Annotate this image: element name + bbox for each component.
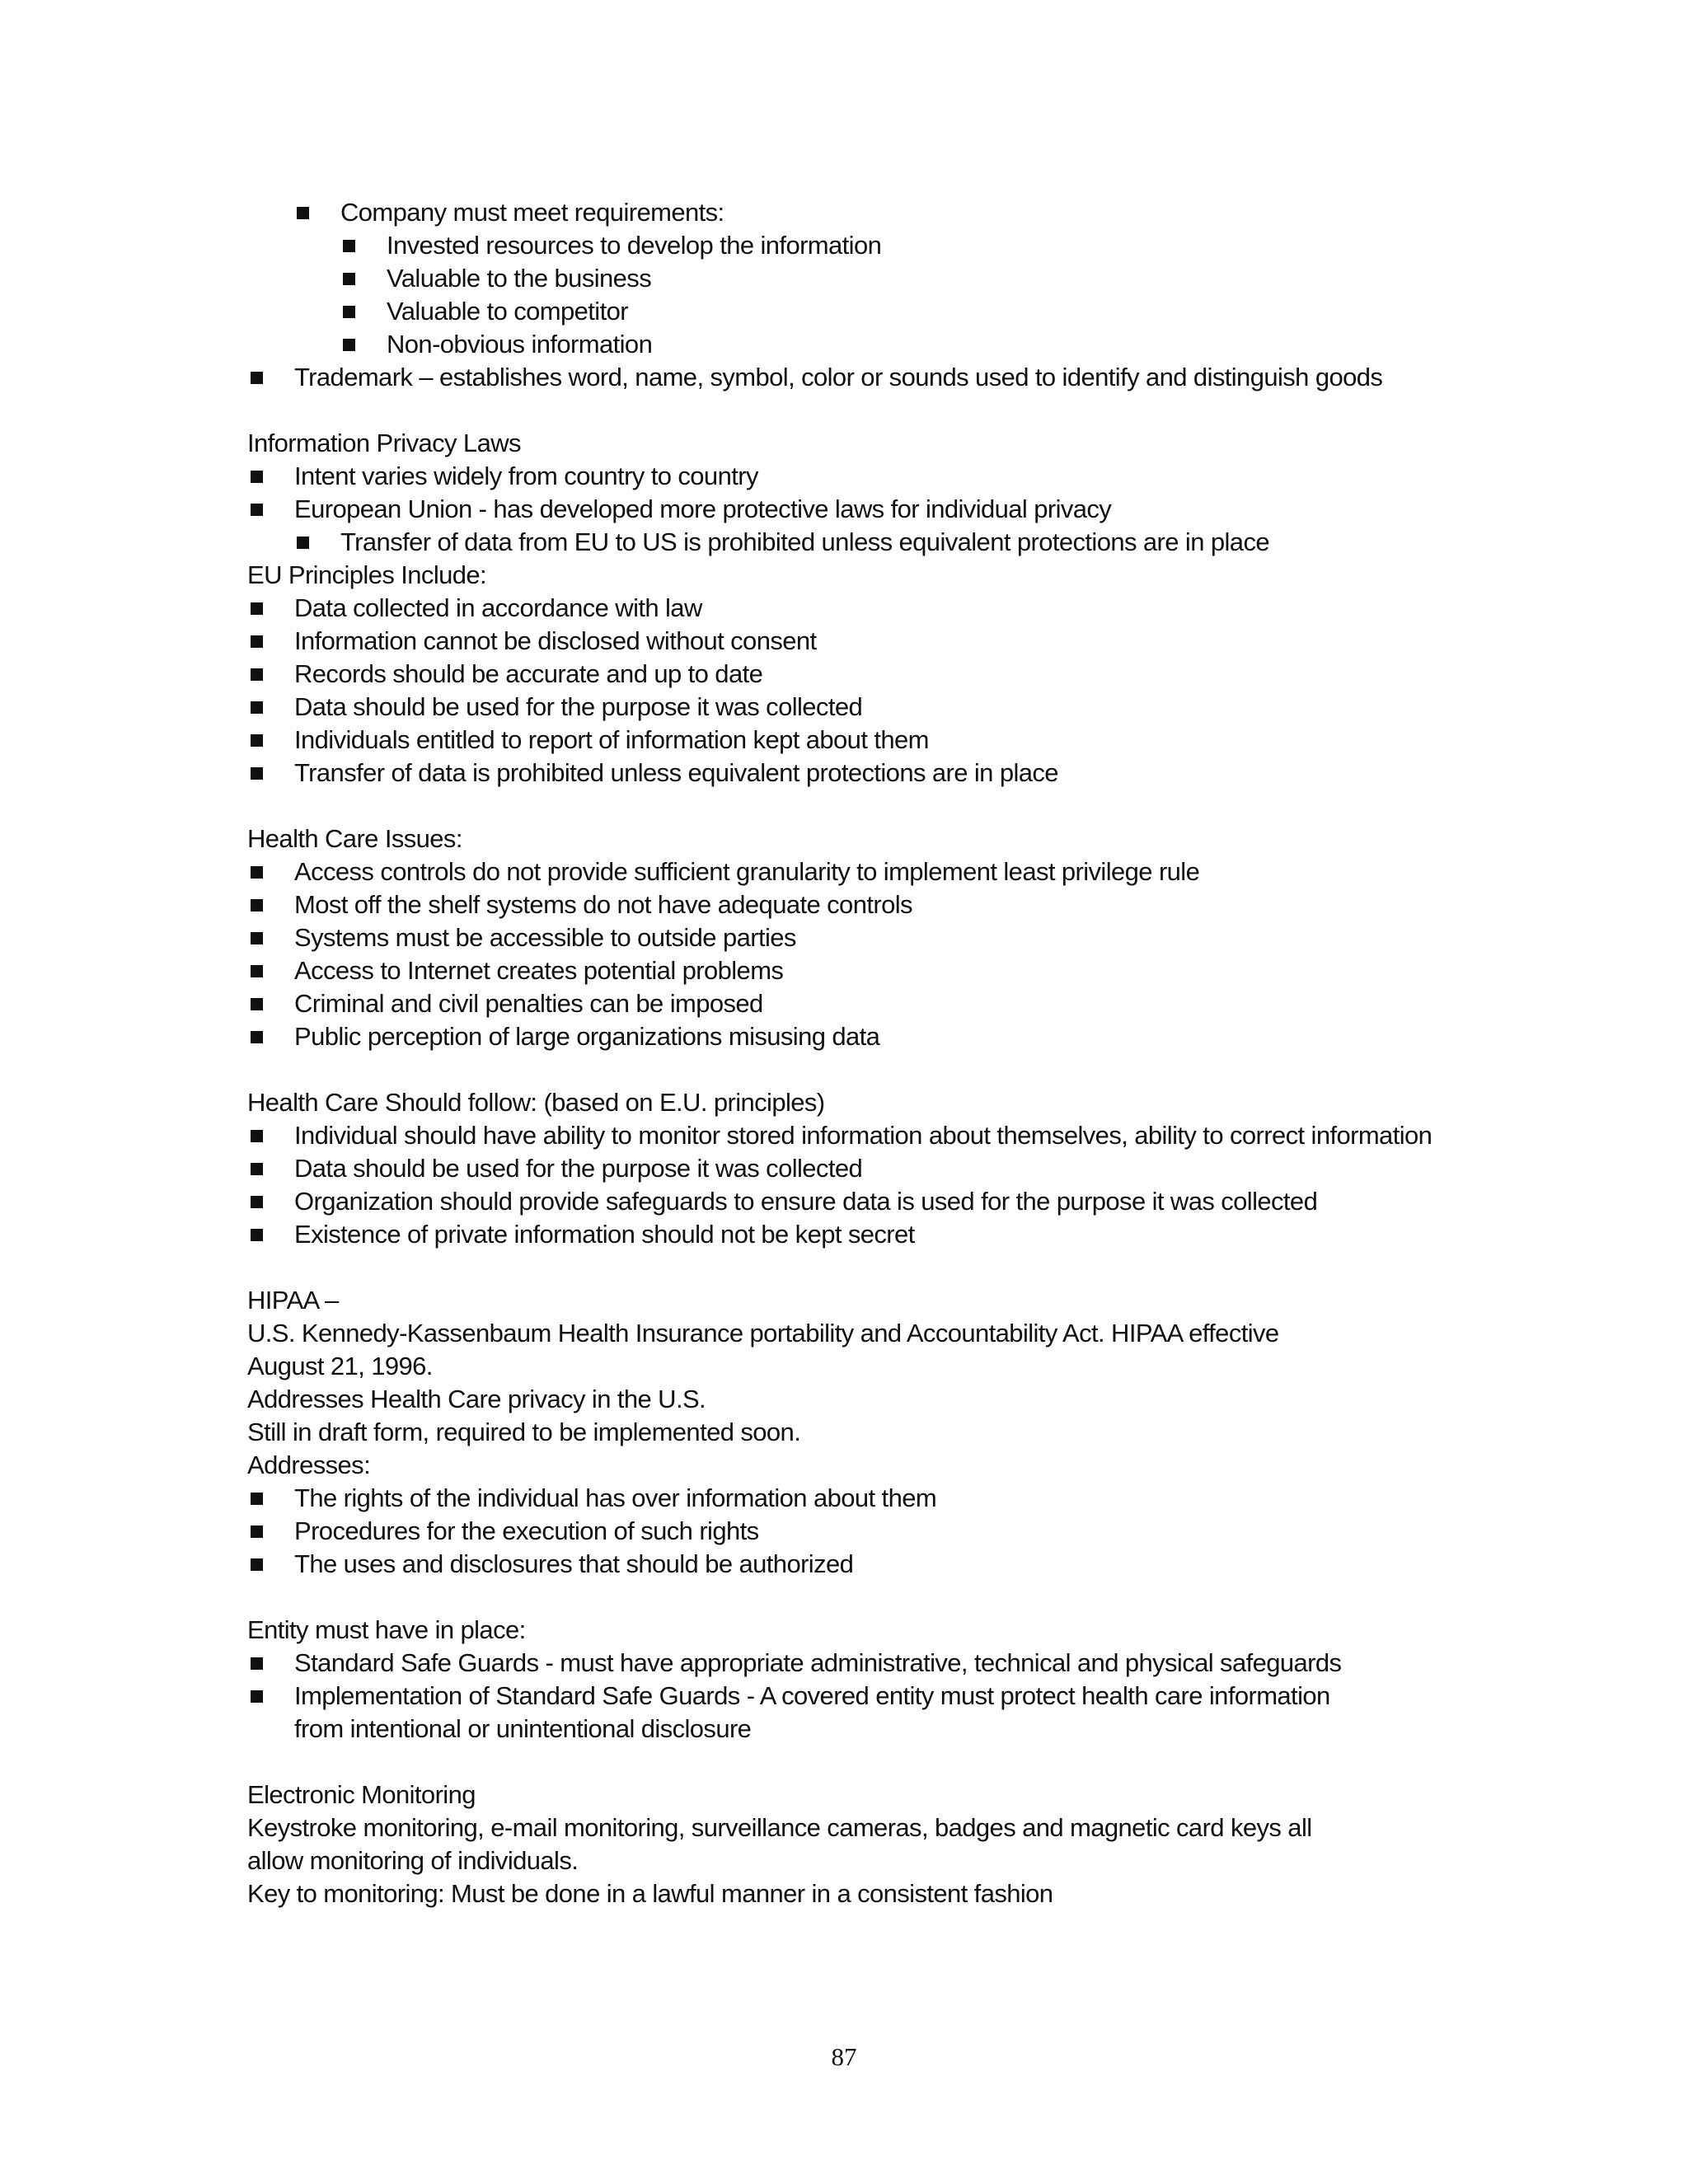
bullet-text: European Union - has developed more protective laws for individual privacy [294,494,1112,523]
bullet-text: Data collected in accordance with law [294,593,702,622]
paragraph-line: August 21, 1996. [247,1352,433,1380]
bullet-item [247,954,1484,987]
bullet-square-icon [251,734,263,747]
bullet-text: Invested resources to develop the information [387,231,882,260]
bullet-item [247,1185,1484,1218]
bullet-item [247,1482,1484,1515]
bullet-item [247,592,1484,625]
bullet-text: Non-obvious information [387,330,653,359]
bullet-item [340,295,1484,328]
bullet-text: Company must meet requirements: [340,198,724,227]
bullet-text: Transfer of data is prohibited unless equivalent protections are in place [294,758,1058,787]
bullet-item [247,757,1484,790]
section-heading: HIPAA – [247,1286,339,1315]
bullet-square-icon [251,899,263,912]
bullet-item [247,1515,1484,1548]
bullet-square-icon [251,471,263,483]
bullet-square-icon [251,1657,263,1670]
bullet-item [340,229,1484,262]
bullet-square-icon [251,1493,263,1505]
bullet-square-icon [343,273,355,285]
bullet-item [247,493,1484,526]
paragraph-line: U.S. Kennedy-Kassenbaum Health Insurance portability and Accountability Act. HIPAA effective [247,1319,1279,1347]
bullet-item [247,1119,1481,1152]
bullet-square-icon [251,1130,263,1142]
bullet-square-icon [251,965,263,977]
bullet-item [247,888,1484,921]
section-heading: Health Care Should follow: (based on E.U. principles) [247,1088,825,1117]
bullet-text: Data should be used for the purpose it was collected [294,692,863,721]
bullet-text: Organization should provide safeguards to ensure data is used for the purpose it was collected [294,1187,1318,1216]
bullet-item [340,328,1484,361]
bullet-square-icon [251,504,263,516]
bullet-square-icon [251,1163,263,1175]
paragraph-line: Still in draft form, required to be implemented soon. [247,1418,801,1446]
section-heading: Health Care Issues: [247,824,462,853]
paragraph-line: Keystroke monitoring, e-mail monitoring, surveillance cameras, badges and magnetic card keys all [247,1813,1312,1842]
page-number: 87 [831,2042,857,2071]
bullet-item [247,658,1484,691]
paragraph-line: Addresses Health Care privacy in the U.S. [247,1385,706,1413]
bullet-item [247,625,1484,658]
bullet-text: Criminal and civil penalties can be imposed [294,989,763,1018]
bullet-item [247,1647,1484,1680]
bullet-item [247,921,1484,954]
bullet-text: Existence of private information should not be kept secret [294,1220,915,1249]
bullet-text: Valuable to competitor [387,297,628,326]
bullet-item [247,1548,1484,1581]
bullet-item [247,987,1484,1020]
bullet-square-icon [251,668,263,681]
bullet-square-icon [251,1196,263,1208]
bullet-text: Public perception of large organizations misusing data [294,1022,880,1051]
section-heading: EU Principles Include: [247,560,487,589]
bullet-square-icon [297,537,309,549]
bullet-text: Valuable to the business [387,264,652,293]
bullet-square-icon [251,1558,263,1571]
bullet-square-icon [251,1229,263,1241]
bullet-text: Intent varies widely from country to country [294,462,758,490]
bullet-item [247,1020,1484,1053]
bullet-item [247,1680,1366,1746]
bullet-text: Most off the shelf systems do not have adequate controls [294,890,912,919]
bullet-item [247,460,1484,493]
bullet-square-icon [343,240,355,252]
bullet-item [340,262,1484,295]
section-heading: Information Privacy Laws [247,429,521,457]
bullet-text: Access controls do not provide sufficient granularity to implement least privilege rule [294,857,1200,886]
bullet-text: Access to Internet creates potential problems [294,956,784,985]
bullet-text: Trademark – establishes word, name, symbol, color or sounds used to identify and distinguish goods [294,363,1383,391]
page-content [247,196,1484,1910]
bullet-square-icon [251,1526,263,1538]
bullet-item [247,361,1481,394]
paragraph-line: Addresses: [247,1451,371,1479]
bullet-text: Systems must be accessible to outside parties [294,923,796,952]
bullet-text: Individuals entitled to report of information kept about them [294,725,929,754]
bullet-text: Information cannot be disclosed without consent [294,626,817,655]
bullet-square-icon [251,701,263,714]
bullet-square-icon [251,635,263,648]
bullet-square-icon [251,932,263,944]
bullet-square-icon [343,339,355,351]
bullet-item [247,1152,1484,1185]
bullet-item [293,196,1484,229]
bullet-item [247,1218,1484,1251]
bullet-square-icon [251,866,263,879]
bullet-square-icon [251,372,263,384]
bullet-item [247,691,1484,724]
bullet-text: Standard Safe Guards - must have appropriate administrative, technical and physical safeguards [294,1648,1342,1677]
bullet-item [247,724,1484,757]
bullet-text: The uses and disclosures that should be authorized [294,1549,854,1578]
bullet-text: Individual should have ability to monitor stored information about themselves, ability to correct information [294,1121,1432,1150]
bullet-square-icon [251,1690,263,1703]
bullet-text: Data should be used for the purpose it was collected [294,1154,863,1183]
bullet-square-icon [343,306,355,318]
bullet-square-icon [297,207,309,219]
bullet-text: Records should be accurate and up to date [294,659,763,688]
bullet-square-icon [251,767,263,780]
bullet-square-icon [251,1031,263,1043]
section-heading: Electronic Monitoring [247,1780,476,1809]
section-heading: Entity must have in place: [247,1615,526,1644]
bullet-text: Implementation of Standard Safe Guards - A covered entity must protect health care information from intentional or unintentional disclosure [294,1681,1330,1743]
bullet-text: Transfer of data from EU to US is prohibited unless equivalent protections are in place [340,527,1269,556]
bullet-text: The rights of the individual has over information about them [294,1483,937,1512]
bullet-square-icon [251,998,263,1010]
bullet-item [247,855,1484,888]
paragraph-line: Key to monitoring: Must be done in a lawful manner in a consistent fashion [247,1879,1053,1908]
bullet-square-icon [251,602,263,615]
bullet-item [293,526,1484,559]
paragraph-line: allow monitoring of individuals. [247,1846,579,1875]
bullet-text: Procedures for the execution of such rights [294,1516,759,1545]
